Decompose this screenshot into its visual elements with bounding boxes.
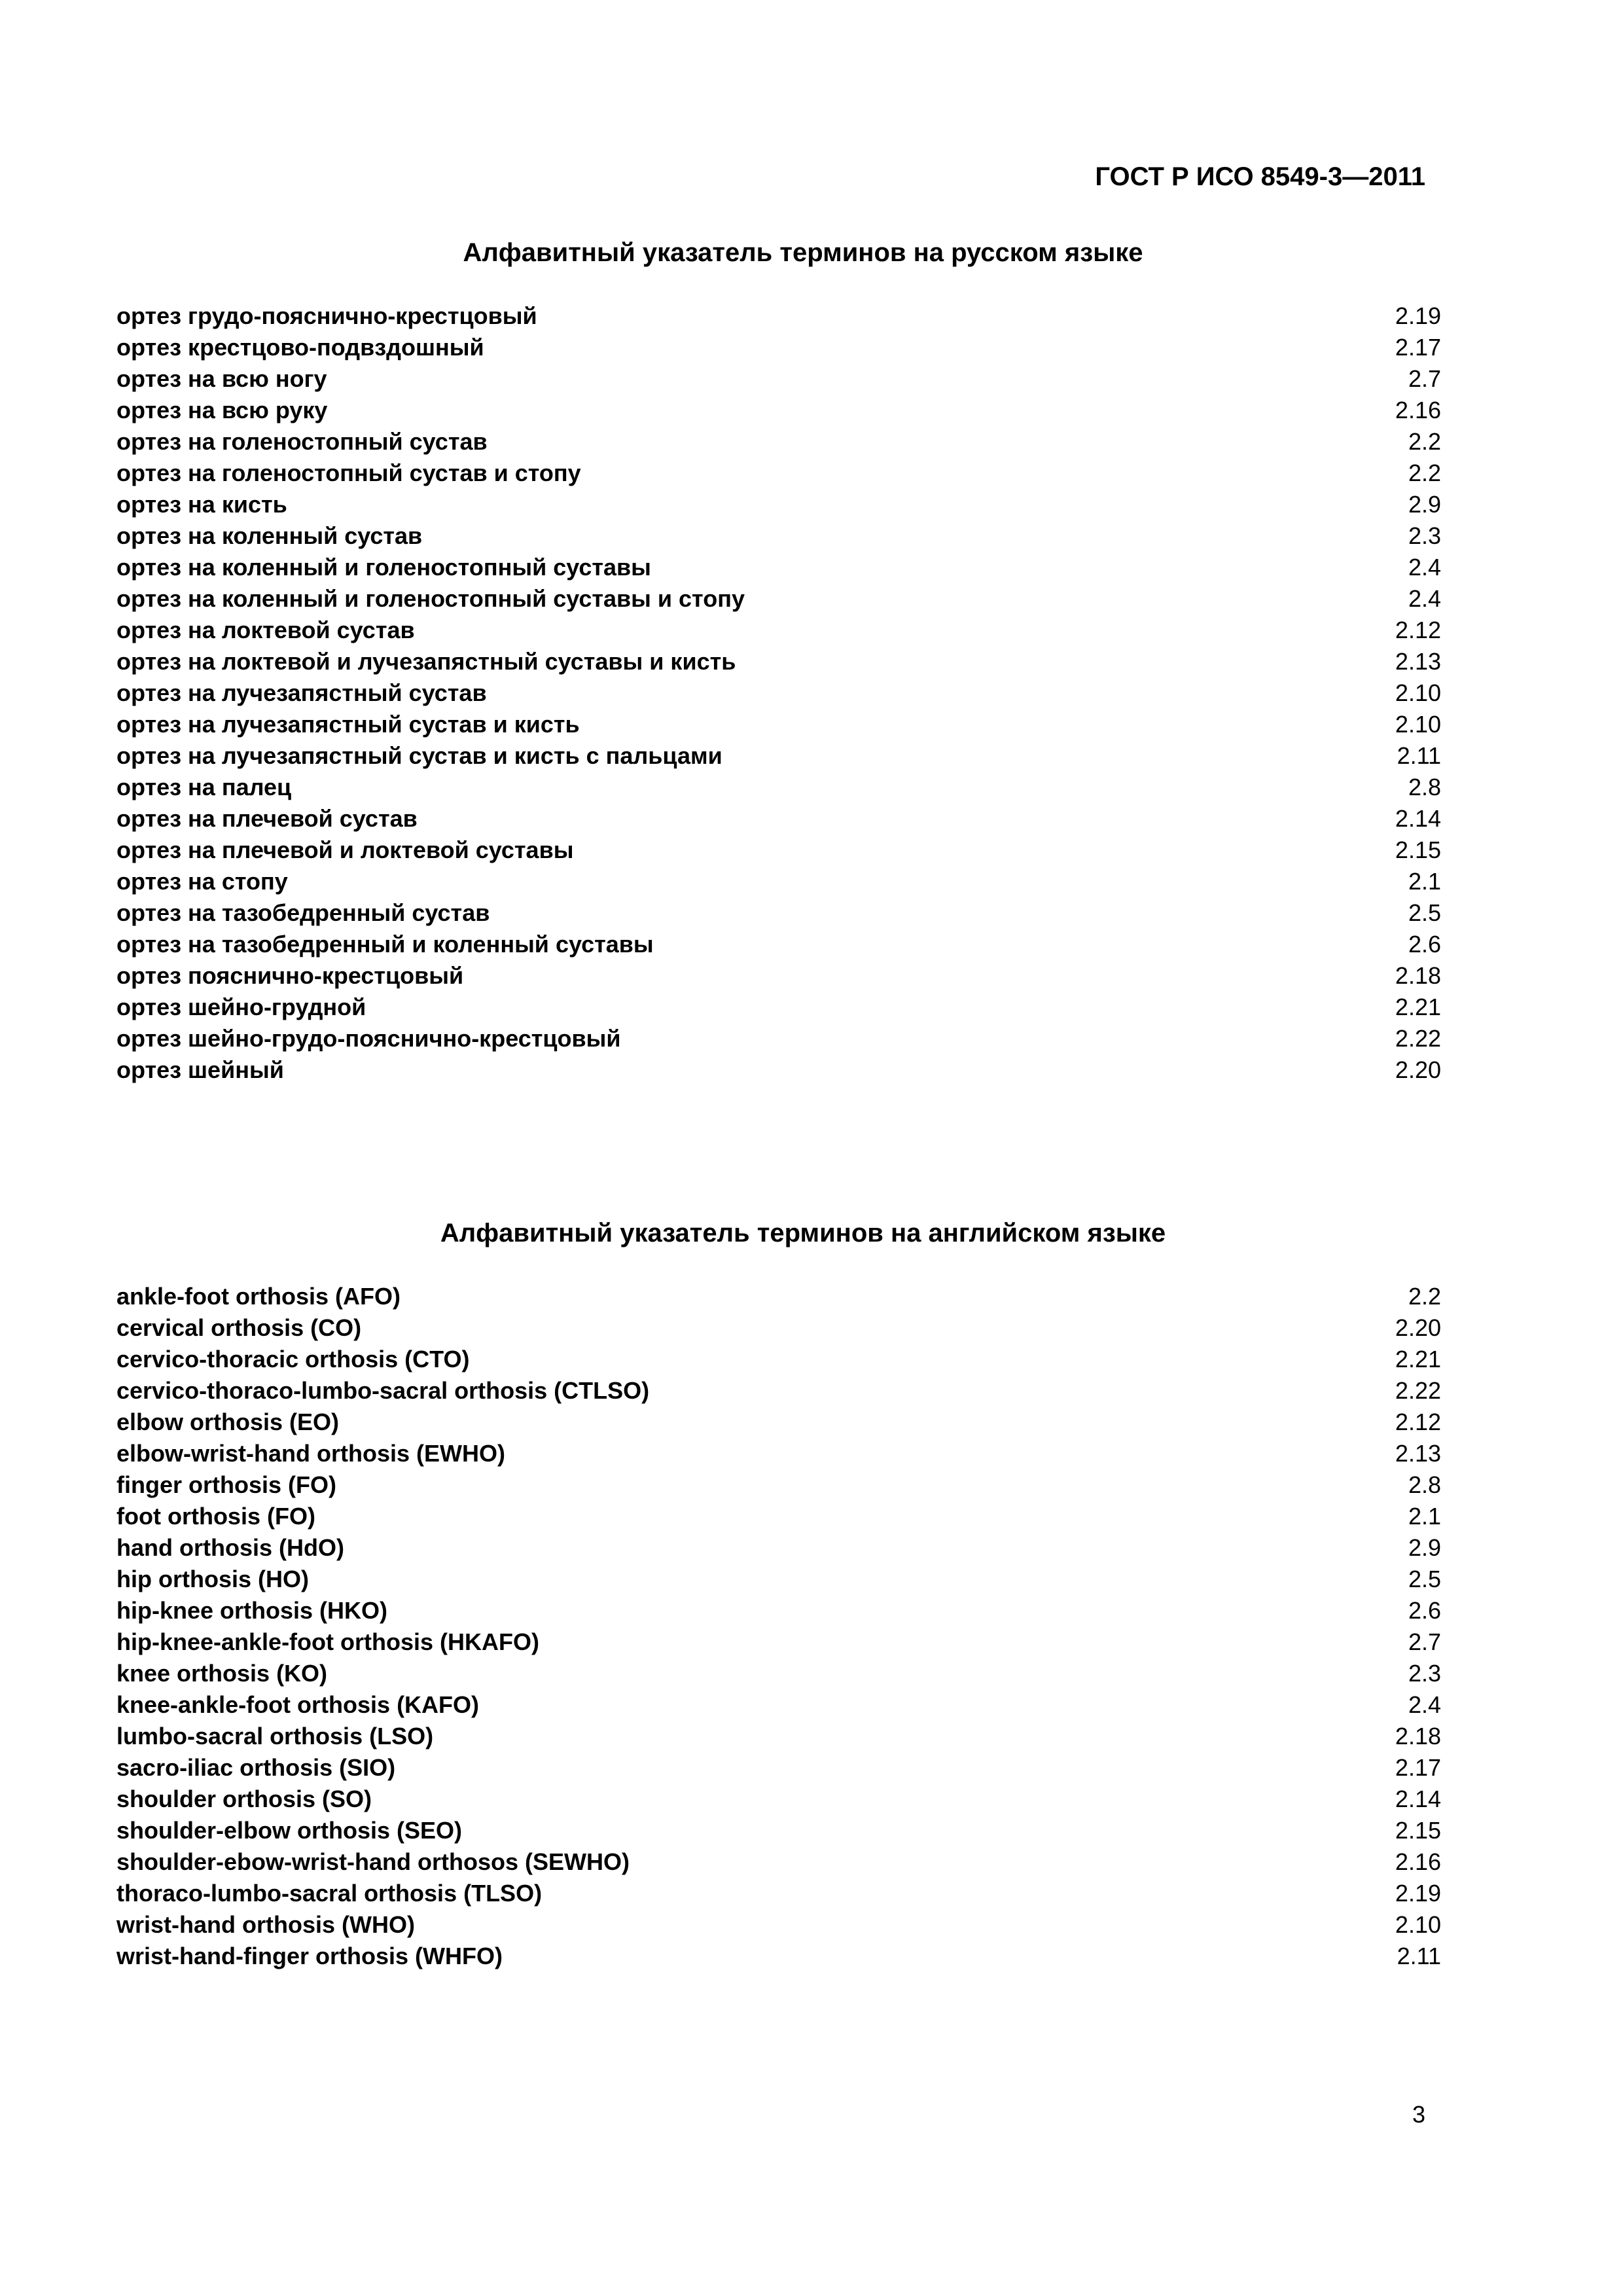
index-entry xyxy=(116,834,1441,866)
index-entry xyxy=(116,960,1441,992)
index-entry xyxy=(116,1752,1441,1784)
index-term: ортез на коленный и голеностопный суставы и стопу xyxy=(116,585,745,612)
index-reference: 2.20 xyxy=(1395,1056,1441,1083)
index-entry xyxy=(116,740,1441,772)
index-entry xyxy=(116,1941,1441,1972)
index-entry xyxy=(116,615,1441,646)
english-index-title: Алфавитный указатель терминов на английском языке xyxy=(440,1219,1166,1247)
index-reference: 2.3 xyxy=(1408,522,1441,549)
index-reference: 2.9 xyxy=(1408,1534,1441,1561)
index-entry xyxy=(116,992,1441,1023)
index-reference: 2.8 xyxy=(1408,1471,1441,1498)
index-entry xyxy=(116,1846,1441,1878)
index-term: hand orthosis (HdO) xyxy=(116,1534,344,1561)
index-reference: 2.4 xyxy=(1408,1691,1441,1718)
index-entry xyxy=(116,1281,1441,1312)
index-entry xyxy=(116,1689,1441,1721)
index-entry xyxy=(116,1501,1441,1532)
index-reference: 2.11 xyxy=(1397,742,1441,769)
russian-index-title: Алфавитный указатель терминов на русском языке xyxy=(463,238,1143,267)
index-reference: 2.13 xyxy=(1395,1440,1441,1467)
index-term: wrist-hand orthosis (WHO) xyxy=(116,1911,415,1938)
index-reference: 2.6 xyxy=(1408,931,1441,958)
index-entry xyxy=(116,1407,1441,1438)
index-reference: 2.8 xyxy=(1408,774,1441,800)
index-reference: 2.12 xyxy=(1395,617,1441,643)
index-reference: 2.16 xyxy=(1395,397,1441,423)
index-entry xyxy=(116,897,1441,929)
index-reference: 2.15 xyxy=(1395,836,1441,863)
index-entry xyxy=(116,457,1441,489)
index-term: wrist-hand-finger orthosis (WHFO) xyxy=(116,1943,503,1969)
index-entry xyxy=(116,1626,1441,1658)
index-reference: 2.16 xyxy=(1395,1848,1441,1875)
index-entry xyxy=(116,803,1441,834)
index-term: ортез на голеностопный сустав и стопу xyxy=(116,459,581,486)
index-entry xyxy=(116,300,1441,332)
index-entry xyxy=(116,1595,1441,1626)
index-term: ортез на всю руку xyxy=(116,397,328,423)
index-reference: 2.4 xyxy=(1408,585,1441,612)
index-entry xyxy=(116,1909,1441,1941)
index-entry xyxy=(116,1564,1441,1595)
index-entry xyxy=(116,1312,1441,1344)
index-term: cervical orthosis (CO) xyxy=(116,1314,362,1341)
index-reference: 2.7 xyxy=(1408,365,1441,392)
index-term: ортез на кисть xyxy=(116,491,287,518)
index-entry xyxy=(116,1054,1441,1086)
index-reference: 2.14 xyxy=(1395,805,1441,832)
index-term: shoulder-ebow-wrist-hand orthosos (SEWHO) xyxy=(116,1848,630,1875)
russian-index-list xyxy=(116,300,1441,1086)
index-entry xyxy=(116,1438,1441,1469)
index-term: knee-ankle-foot orthosis (KAFO) xyxy=(116,1691,480,1718)
index-reference: 2.10 xyxy=(1395,679,1441,706)
index-reference: 2.17 xyxy=(1395,1754,1441,1781)
index-term: thoraco-lumbo-sacral orthosis (TLSO) xyxy=(116,1880,543,1907)
index-term: foot orthosis (FO) xyxy=(116,1503,315,1530)
index-entry xyxy=(116,677,1441,709)
index-reference: 2.2 xyxy=(1408,459,1441,486)
index-term: ортез на лучезапястный сустав xyxy=(116,679,487,706)
index-entry xyxy=(116,332,1441,363)
index-term: cervico-thoraco-lumbo-sacral orthosis (CTLSO) xyxy=(116,1377,650,1404)
english-index-list xyxy=(116,1281,1441,1972)
index-reference: 2.18 xyxy=(1395,1723,1441,1749)
index-term: ортез шейно-грудо-пояснично-крестцовый xyxy=(116,1025,621,1052)
index-entry xyxy=(116,395,1441,426)
index-term: hip-knee-ankle-foot orthosis (HKAFO) xyxy=(116,1628,539,1655)
page-number: 3 xyxy=(1412,2101,1425,2128)
index-reference: 2.14 xyxy=(1395,1785,1441,1812)
index-entry xyxy=(116,1532,1441,1564)
index-reference: 2.21 xyxy=(1395,1346,1441,1372)
index-entry xyxy=(116,1023,1441,1054)
index-reference: 2.22 xyxy=(1395,1377,1441,1404)
index-entry xyxy=(116,866,1441,897)
index-reference: 2.18 xyxy=(1395,962,1441,989)
index-term: ankle-foot orthosis (AFO) xyxy=(116,1283,401,1310)
index-term: ортез грудо-пояснично-крестцовый xyxy=(116,302,537,329)
index-entry xyxy=(116,583,1441,615)
index-reference: 2.1 xyxy=(1408,868,1441,895)
index-entry xyxy=(116,1469,1441,1501)
index-term: ортез на лучезапястный сустав и кисть с пальцами xyxy=(116,742,722,769)
index-reference: 2.2 xyxy=(1408,428,1441,455)
index-term: elbow orthosis (EO) xyxy=(116,1408,340,1435)
index-term: ортез на коленный сустав xyxy=(116,522,423,549)
index-entry xyxy=(116,1344,1441,1375)
index-reference: 2.13 xyxy=(1395,648,1441,675)
index-term: elbow-wrist-hand orthosis (EWHO) xyxy=(116,1440,505,1467)
index-reference: 2.12 xyxy=(1395,1408,1441,1435)
index-reference: 2.11 xyxy=(1397,1943,1441,1969)
index-entry xyxy=(116,1721,1441,1752)
index-entry xyxy=(116,1658,1441,1689)
index-entry xyxy=(116,1878,1441,1909)
index-reference: 2.20 xyxy=(1395,1314,1441,1341)
index-reference: 2.5 xyxy=(1408,1566,1441,1592)
index-term: ортез на локтевой и лучезапястный суставы и кисть xyxy=(116,648,736,675)
index-term: hip orthosis (HO) xyxy=(116,1566,309,1592)
index-term: ортез на стопу xyxy=(116,868,288,895)
standard-id-header: ГОСТ Р ИСО 8549-3—2011 xyxy=(1095,162,1425,191)
index-term: ортез на плечевой и локтевой суставы xyxy=(116,836,574,863)
index-reference: 2.7 xyxy=(1408,1628,1441,1655)
index-reference: 2.17 xyxy=(1395,334,1441,361)
index-term: ортез на палец xyxy=(116,774,292,800)
index-term: knee orthosis (KO) xyxy=(116,1660,328,1687)
index-term: ортез на лучезапястный сустав и кисть xyxy=(116,711,580,738)
index-reference: 2.1 xyxy=(1408,1503,1441,1530)
index-reference: 2.6 xyxy=(1408,1597,1441,1624)
index-reference: 2.22 xyxy=(1395,1025,1441,1052)
index-entry xyxy=(116,646,1441,677)
index-reference: 2.21 xyxy=(1395,994,1441,1020)
index-term: cervico-thoracic orthosis (CTO) xyxy=(116,1346,470,1372)
index-entry xyxy=(116,489,1441,520)
index-term: ортез на плечевой сустав xyxy=(116,805,418,832)
index-term: shoulder orthosis (SO) xyxy=(116,1785,372,1812)
index-term: finger orthosis (FO) xyxy=(116,1471,336,1498)
index-reference: 2.3 xyxy=(1408,1660,1441,1687)
index-term: shoulder-elbow orthosis (SEO) xyxy=(116,1817,463,1844)
index-term: lumbo-sacral orthosis (LSO) xyxy=(116,1723,434,1749)
index-term: ортез шейный xyxy=(116,1056,284,1083)
index-reference: 2.19 xyxy=(1395,1880,1441,1907)
index-term: ортез на тазобедренный и коленный суставы xyxy=(116,931,654,958)
index-term: ортез на тазобедренный сустав xyxy=(116,899,490,926)
index-term: ортез пояснично-крестцовый xyxy=(116,962,464,989)
index-reference: 2.5 xyxy=(1408,899,1441,926)
index-term: ортез шейно-грудной xyxy=(116,994,366,1020)
index-entry xyxy=(116,520,1441,552)
index-entry xyxy=(116,929,1441,960)
index-term: hip-knee orthosis (HKO) xyxy=(116,1597,388,1624)
index-reference: 2.10 xyxy=(1395,711,1441,738)
index-reference: 2.15 xyxy=(1395,1817,1441,1844)
index-term: ортез на голеностопный сустав xyxy=(116,428,488,455)
index-term: ортез на коленный и голеностопный суставы xyxy=(116,554,651,581)
index-entry xyxy=(116,709,1441,740)
index-entry xyxy=(116,552,1441,583)
index-reference: 2.19 xyxy=(1395,302,1441,329)
index-entry xyxy=(116,1815,1441,1846)
index-entry xyxy=(116,1784,1441,1815)
index-entry xyxy=(116,363,1441,395)
index-reference: 2.10 xyxy=(1395,1911,1441,1938)
index-entry xyxy=(116,426,1441,457)
index-term: ортез на локтевой сустав xyxy=(116,617,415,643)
index-term: sacro-iliac orthosis (SIO) xyxy=(116,1754,396,1781)
index-reference: 2.2 xyxy=(1408,1283,1441,1310)
russian-terms-index xyxy=(116,237,1441,1086)
index-term: ортез на всю ногу xyxy=(116,365,327,392)
index-entry xyxy=(116,772,1441,803)
english-terms-index xyxy=(116,1217,1441,1972)
index-reference: 2.9 xyxy=(1408,491,1441,518)
index-reference: 2.4 xyxy=(1408,554,1441,581)
index-entry xyxy=(116,1375,1441,1407)
index-term: ортез крестцово-подвздошный xyxy=(116,334,484,361)
